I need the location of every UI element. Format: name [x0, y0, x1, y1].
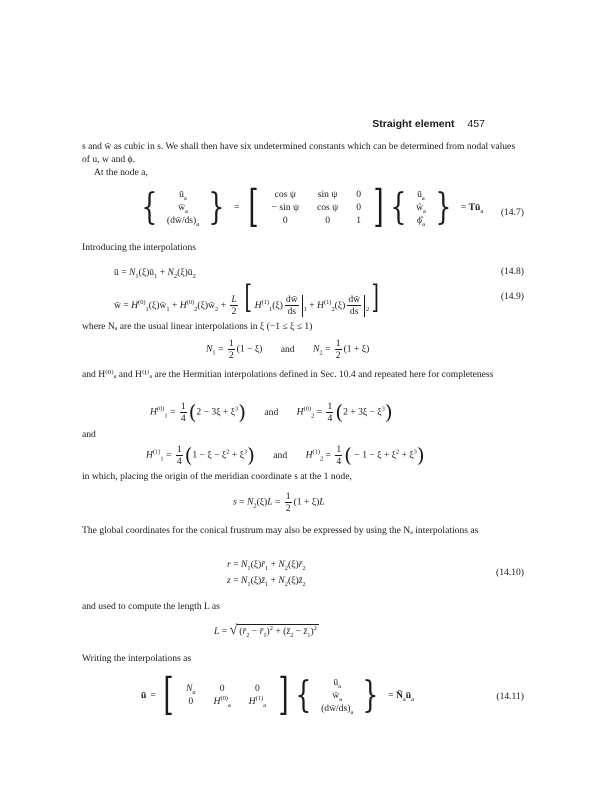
equation-14-9: w̄ = $H^{(0)}_1(\xi)w̄_1$ + $H^{(0)}_2(\xi)w̄_2$ + $\frac{L}{2}$ [ $H^{(1)}_1(\xi)$ $\frac{dw̄}{ds}$ $_1 + H^{(1)}_2(\xi)$ $\frac{dw̄}{ds}$ $_2$]	[114, 278, 380, 318]
equation-number-14-8: (14.8)	[500, 266, 524, 277]
equation-number-14-9: (14.9)	[500, 291, 524, 302]
paragraph-1: s and w̄ as cubic in s. We shall then have six undetermined constants which can be determined from nodal values of u, w and ϕ.	[82, 141, 516, 165]
paragraph-8: The global coordinates for the conical frustrum may also be expressed by using the Nₐ interpolations as	[82, 525, 479, 536]
equation-linear-interpolations: $N_1$ = $\frac{1}{2}$ (1 − ξ) and $N_2$ = $\frac{1}{2}$ (1 + ξ)	[206, 338, 370, 361]
equation-14-7: { $ū_a$ $w̄_a$ $(dw̄/ds)_a$ } = [ cos ψ sin ψ 0 − sin ψ cos ψ 0 0 0 1 ] { $ū_a$ $ŵ_a$ $\phî_a$ } = $Tū_a$	[141, 181, 484, 232]
equation-hermitian-h1: $H^{(1)}_1$ = $\frac{1}{4}$ $(1 - \xi - \xi^2 + \xi^3)$ and $H^{(1)}_2$ = $\frac{1}{4}$ ( − $1 - \xi + \xi^2 + \xi^3$)	[146, 443, 425, 467]
section-title: Straight element	[372, 118, 455, 130]
and-word: and	[273, 449, 288, 461]
page-number: 457	[467, 118, 485, 130]
paragraph-2: At the node a,	[94, 167, 148, 178]
equation-number-14-11: (14.11)	[496, 691, 524, 702]
equation-number-14-7: (14.7)	[500, 207, 524, 218]
equation-14-8: ū = $N_1(\xi)ū_1$ + $N_2(\xi)ū_2$	[114, 267, 196, 280]
paragraph-3: Introducing the interpolations	[82, 242, 197, 253]
paragraph-10: Writing the interpolations as	[82, 653, 192, 664]
paragraph-4: where Nₐ are the usual linear interpolations in ξ (−1 ≤ ξ ≤ 1)	[82, 321, 313, 332]
equation-length: L = √ ($r̄_2$ − $r̄_1)^2$ + ($z̄_2$ − $z̄_1)^2$	[214, 623, 317, 639]
paragraph-7: in which, placing the origin of the meridian coordinate s at the 1 node,	[82, 471, 352, 482]
and-word: and	[264, 406, 279, 418]
equation-meridian-coordinate: $s = N_2(\xi)L$ = $\frac{1}{2}$ (1 + ξ)L	[233, 491, 325, 514]
paragraph-6: and	[82, 429, 96, 440]
equation-14-11: ū = [ $N_a$ 0 0 0 $H^{(0)}_a$ $H^{(1)}_a$ ] { $ū_a$ $w̄_a$ $(dw̄/ds)_a$ } = $N̄_aū_a$	[141, 669, 414, 720]
paragraph-9: and used to compute the length L as	[82, 601, 220, 612]
equation-hermitian-h0: $H^{(0)}_1$ = $\frac{1}{4}$ $(2 - 3\xi + \xi^3)$ and $H^{(0)}_2$ = $\frac{1}{4}$ $(2 + 3\xi - \xi^3)$	[150, 400, 393, 424]
running-header	[372, 118, 485, 130]
equation-number-14-10: (14.10)	[496, 567, 524, 578]
paragraph-5: and H⁽⁰⁾ₐ and H⁽¹⁾ₐ are the Hermitian interpolations defined in Sec. 10.4 and repeated here for completeness	[82, 369, 494, 380]
and-word: and	[280, 343, 295, 355]
equation-14-10: $r = N_1(\xi)r̄_1$ + $N_2(\xi)r̄_2$ $z = N_1(\xi)z̄_1$ + $N_2(\xi)z̄_2$	[227, 559, 306, 588]
